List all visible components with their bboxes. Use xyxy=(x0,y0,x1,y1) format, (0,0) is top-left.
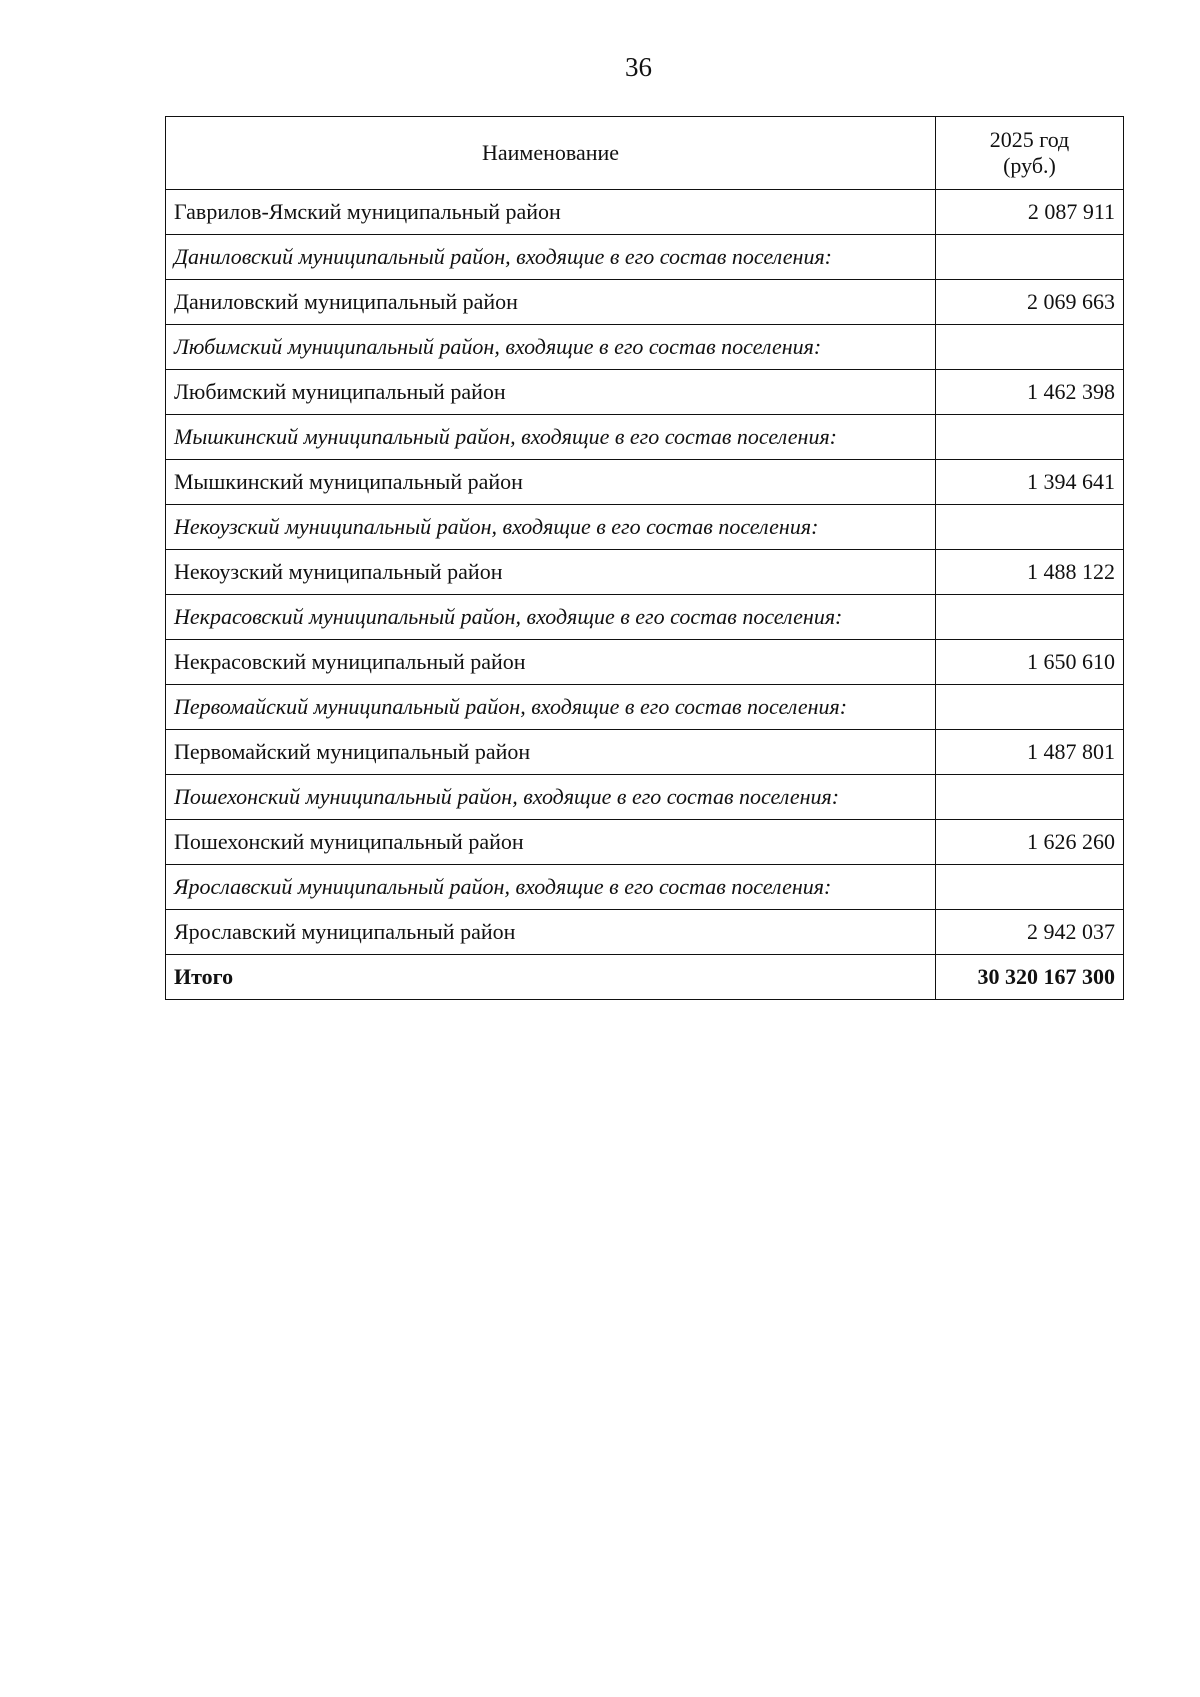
row-name: Мышкинский муниципальный район, входящие в его состав поселения: xyxy=(166,415,936,460)
header-value-year: 2025 год xyxy=(989,127,1070,152)
row-name: Пошехонский муниципальный район, входящие в его состав поселения: xyxy=(166,775,936,820)
table-row xyxy=(166,550,1124,595)
table-row xyxy=(166,190,1124,235)
row-value: 1 462 398 xyxy=(936,370,1124,415)
row-value: 2 087 911 xyxy=(936,190,1124,235)
row-value xyxy=(936,865,1124,910)
page-number: 36 xyxy=(625,52,652,82)
total-row xyxy=(166,955,1124,1000)
table-header-row xyxy=(166,117,1124,190)
row-value xyxy=(936,775,1124,820)
table-row xyxy=(166,595,1124,640)
header-value-unit: (руб.) xyxy=(1003,153,1056,178)
row-value: 1 650 610 xyxy=(936,640,1124,685)
row-name: Некоузский муниципальный район, входящие в его состав поселения: xyxy=(166,505,936,550)
table-row xyxy=(166,370,1124,415)
total-value: 30 320 167 300 xyxy=(936,955,1124,1000)
row-name: Даниловский муниципальный район, входящие в его состав поселения: xyxy=(166,235,936,280)
table-body xyxy=(166,190,1124,955)
row-value: 2 942 037 xyxy=(936,910,1124,955)
table-row xyxy=(166,730,1124,775)
total-label: Итого xyxy=(166,955,936,1000)
row-name: Ярославский муниципальный район xyxy=(166,910,936,955)
row-value xyxy=(936,235,1124,280)
row-name: Любимский муниципальный район xyxy=(166,370,936,415)
row-name: Некоузский муниципальный район xyxy=(166,550,936,595)
row-name: Ярославский муниципальный район, входящие в его состав поселения: xyxy=(166,865,936,910)
header-name: Наименование xyxy=(166,117,936,190)
row-value xyxy=(936,325,1124,370)
row-value xyxy=(936,595,1124,640)
table-row xyxy=(166,865,1124,910)
table-row xyxy=(166,235,1124,280)
table-row xyxy=(166,820,1124,865)
table-row xyxy=(166,640,1124,685)
row-value: 1 626 260 xyxy=(936,820,1124,865)
row-name: Мышкинский муниципальный район xyxy=(166,460,936,505)
row-value: 2 069 663 xyxy=(936,280,1124,325)
row-value xyxy=(936,505,1124,550)
table-row xyxy=(166,910,1124,955)
row-value: 1 394 641 xyxy=(936,460,1124,505)
row-value xyxy=(936,685,1124,730)
row-name: Любимский муниципальный район, входящие в его состав поселения: xyxy=(166,325,936,370)
table-row xyxy=(166,775,1124,820)
row-name: Даниловский муниципальный район xyxy=(166,280,936,325)
table-row xyxy=(166,460,1124,505)
row-value xyxy=(936,415,1124,460)
row-value: 1 487 801 xyxy=(936,730,1124,775)
budget-table xyxy=(165,116,1124,1000)
table-row xyxy=(166,325,1124,370)
row-name: Некрасовский муниципальный район xyxy=(166,640,936,685)
table-row xyxy=(166,280,1124,325)
row-value: 1 488 122 xyxy=(936,550,1124,595)
row-name: Гаврилов-Ямский муниципальный район xyxy=(166,190,936,235)
table-row xyxy=(166,505,1124,550)
row-name: Первомайский муниципальный район, входящие в его состав поселения: xyxy=(166,685,936,730)
row-name: Первомайский муниципальный район xyxy=(166,730,936,775)
row-name: Некрасовский муниципальный район, входящие в его состав поселения: xyxy=(166,595,936,640)
row-name: Пошехонский муниципальный район xyxy=(166,820,936,865)
header-value xyxy=(936,117,1124,190)
table-row xyxy=(166,685,1124,730)
table-row xyxy=(166,415,1124,460)
